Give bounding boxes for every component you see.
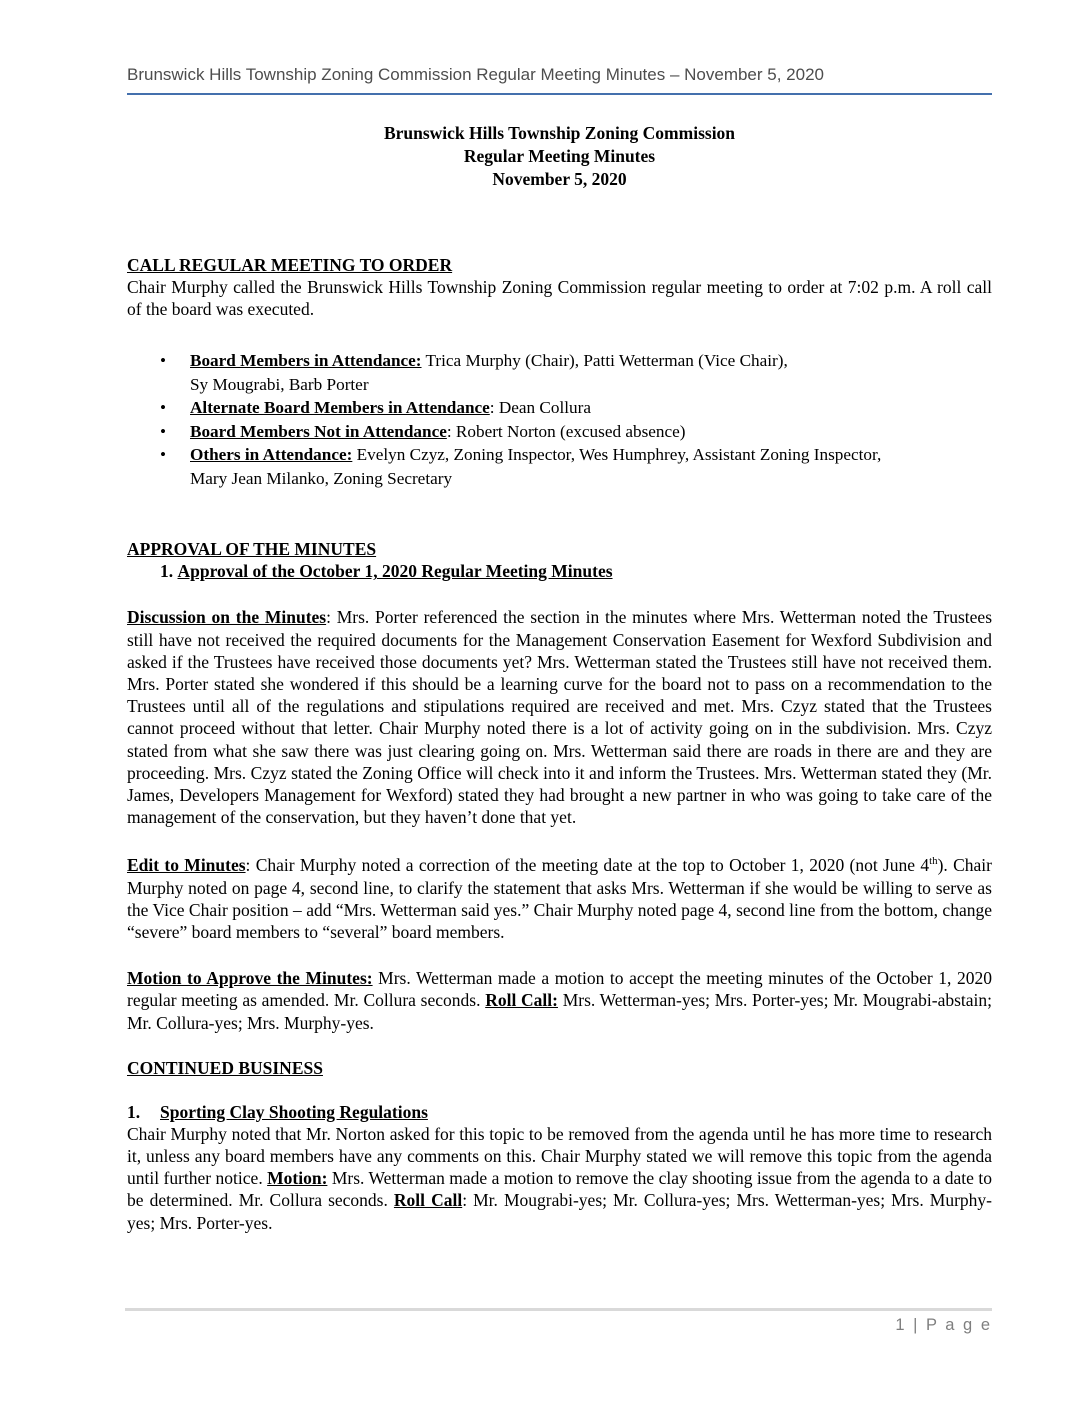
doc-title-line3: November 5, 2020 xyxy=(492,169,627,189)
agenda-item-title: Approval of the October 1, 2020 Regular Meeting Minutes xyxy=(177,561,613,582)
page-number: 1 | P a g e xyxy=(895,1316,992,1334)
list-item-text xyxy=(190,420,992,444)
list-item-label: Others in Attendance: xyxy=(190,445,353,465)
attendance-list xyxy=(160,349,992,490)
edit-text-1: : Chair Murphy noted a correction of the meeting date at the top to October 1, 2020 (not June 4 xyxy=(245,855,930,876)
list-item-board-members xyxy=(160,349,992,396)
agenda-item-number: 1. xyxy=(127,1101,141,1122)
list-item-text xyxy=(190,349,992,396)
list-item-value: : Dean Collura xyxy=(489,398,591,418)
continued-text-2: Mrs. Wetterman made a motion to remove the clay shooting issue from the agenda to a date to be determined. Mr. Collura seconds. xyxy=(127,1168,992,1211)
roll-call-label: Roll Call xyxy=(393,1190,463,1211)
discussion-text: : Mrs. Porter referenced the section in the minutes where Mrs. Wetterman noted the Trustees still have not received the required documents for the Management Conservation Easement for Wexford Subdivision and asked if the Trustees have received those documents yet? Mrs. Wetterman stated the Trustees still have not received them. Mrs. Porter stated she wondered if this should be a learning curve for the board not to pass on a recommendation to the Trustees until all of the regulations and stipulations required are received and met. Mrs. Czyz stated that the Trustees cannot proceed without that letter. Chair Murphy noted there is a lot of activity going on in the subdivision. Mrs. Czyz stated from what she saw there was just clearing going on. Mrs. Wetterman said there are roads in there are and they are proceeding. Mrs. Czyz stated the Zoning Office will check into it and inform the Trustees. Mrs. Wetterman stated they (Mr. James, Developers Management for Wexford) stated they had brought a new partner in who was going to take care of the management of the conservation, but they haven’t done that yet. xyxy=(127,607,993,828)
heading-call-to-order: CALL REGULAR MEETING TO ORDER xyxy=(127,255,453,275)
heading-approval-of-minutes: APPROVAL OF THE MINUTES xyxy=(127,539,377,560)
bullet-icon: • xyxy=(160,398,167,418)
running-header: Brunswick Hills Township Zoning Commission Regular Meeting Minutes – November 5, 2020 xyxy=(127,65,824,84)
header-rule xyxy=(127,93,992,95)
continued-text-1: Chair Murphy noted that Mr. Norton asked for this topic to be removed from the agenda until he has more time to research it, unless any board members have any comments on this. Chair Murphy stated we will remove this topic from the agenda until further notice. xyxy=(127,1123,992,1189)
continued-agenda-item xyxy=(127,1101,992,1123)
continued-text-3: : Mr. Mougrabi-yes; Mr. Collura-yes; Mrs. Wetterman-yes; Mrs. Murphy-yes; Mrs. Porter-yes. xyxy=(127,1190,992,1233)
edit-label: Edit to Minutes xyxy=(127,855,246,876)
list-item-value: : Robert Norton (excused absence) xyxy=(446,421,686,441)
discussion-paragraph xyxy=(127,606,992,828)
page-footer xyxy=(125,1308,992,1335)
doc-title-line1: Brunswick Hills Township Zoning Commission xyxy=(383,123,736,143)
heading-continued-business: CONTINUED BUSINESS xyxy=(127,1057,323,1078)
list-item-label: Board Members Not in Attendance xyxy=(190,421,447,441)
motion-text-2: Mrs. Wetterman-yes; Mrs. Porter-yes; Mr. Mougrabi-abstain; Mr. Collura-yes; Mrs. Murphy-yes. xyxy=(127,990,993,1033)
list-item-label: Board Members in Attendance: xyxy=(190,351,422,371)
edit-paragraph xyxy=(127,854,992,943)
list-item-others-in-attendance xyxy=(160,443,992,490)
list-item-text xyxy=(190,443,992,490)
agenda-item-number: 1. xyxy=(160,561,174,582)
bullet-icon: • xyxy=(160,351,167,371)
doc-title-line2: Regular Meeting Minutes xyxy=(463,146,656,166)
motion-paragraph xyxy=(127,967,992,1034)
bullet-icon: • xyxy=(160,421,167,441)
roll-call-label: Roll Call: xyxy=(485,990,558,1011)
motion-label: Motion: xyxy=(267,1168,328,1189)
bullet-icon: • xyxy=(160,445,167,465)
edit-text-2: ). Chair Murphy noted on page 4, second line, to clarify the statement that asks Mrs. Wetterman if she would be willing to serve as the Vice Chair position – add “Mrs. Wetterman said yes.” Chair Murphy noted page 4, second line from the bottom, change “severe” board members to “several” board members. xyxy=(127,855,992,943)
document-title xyxy=(127,122,992,191)
discussion-label: Discussion on the Minutes xyxy=(127,607,327,628)
list-item-members-not-in-attendance xyxy=(160,420,992,444)
list-item-alternate-members xyxy=(160,396,992,420)
ordinal-superscript: th xyxy=(929,855,938,868)
approval-agenda-item xyxy=(160,560,992,582)
list-item-value: Evelyn Czyz, Zoning Inspector, Wes Humphrey, Assistant Zoning Inspector, xyxy=(352,445,882,465)
list-item-value-line2: Mary Jean Milanko, Zoning Secretary xyxy=(190,468,453,488)
list-item-value-line2: Sy Mougrabi, Barb Porter xyxy=(190,374,369,394)
continued-business-paragraph xyxy=(127,1123,992,1234)
call-to-order-paragraph: Chair Murphy called the Brunswick Hills Township Zoning Commission regular meeting to order at 7:02 p.m. A roll call of the board was executed. xyxy=(127,277,992,320)
motion-label: Motion to Approve the Minutes: xyxy=(127,968,373,989)
motion-text-1: Mrs. Wetterman made a motion to accept the meeting minutes of the October 1, 2020 regular meeting as amended. Mr. Collura seconds. xyxy=(127,968,992,1011)
list-item-label: Alternate Board Members in Attendance xyxy=(190,398,490,418)
list-item-value: Trica Murphy (Chair), Patti Wetterman (Vice Chair), xyxy=(421,351,788,371)
list-item-text xyxy=(190,396,992,420)
agenda-item-title: Sporting Clay Shooting Regulations xyxy=(160,1101,428,1122)
